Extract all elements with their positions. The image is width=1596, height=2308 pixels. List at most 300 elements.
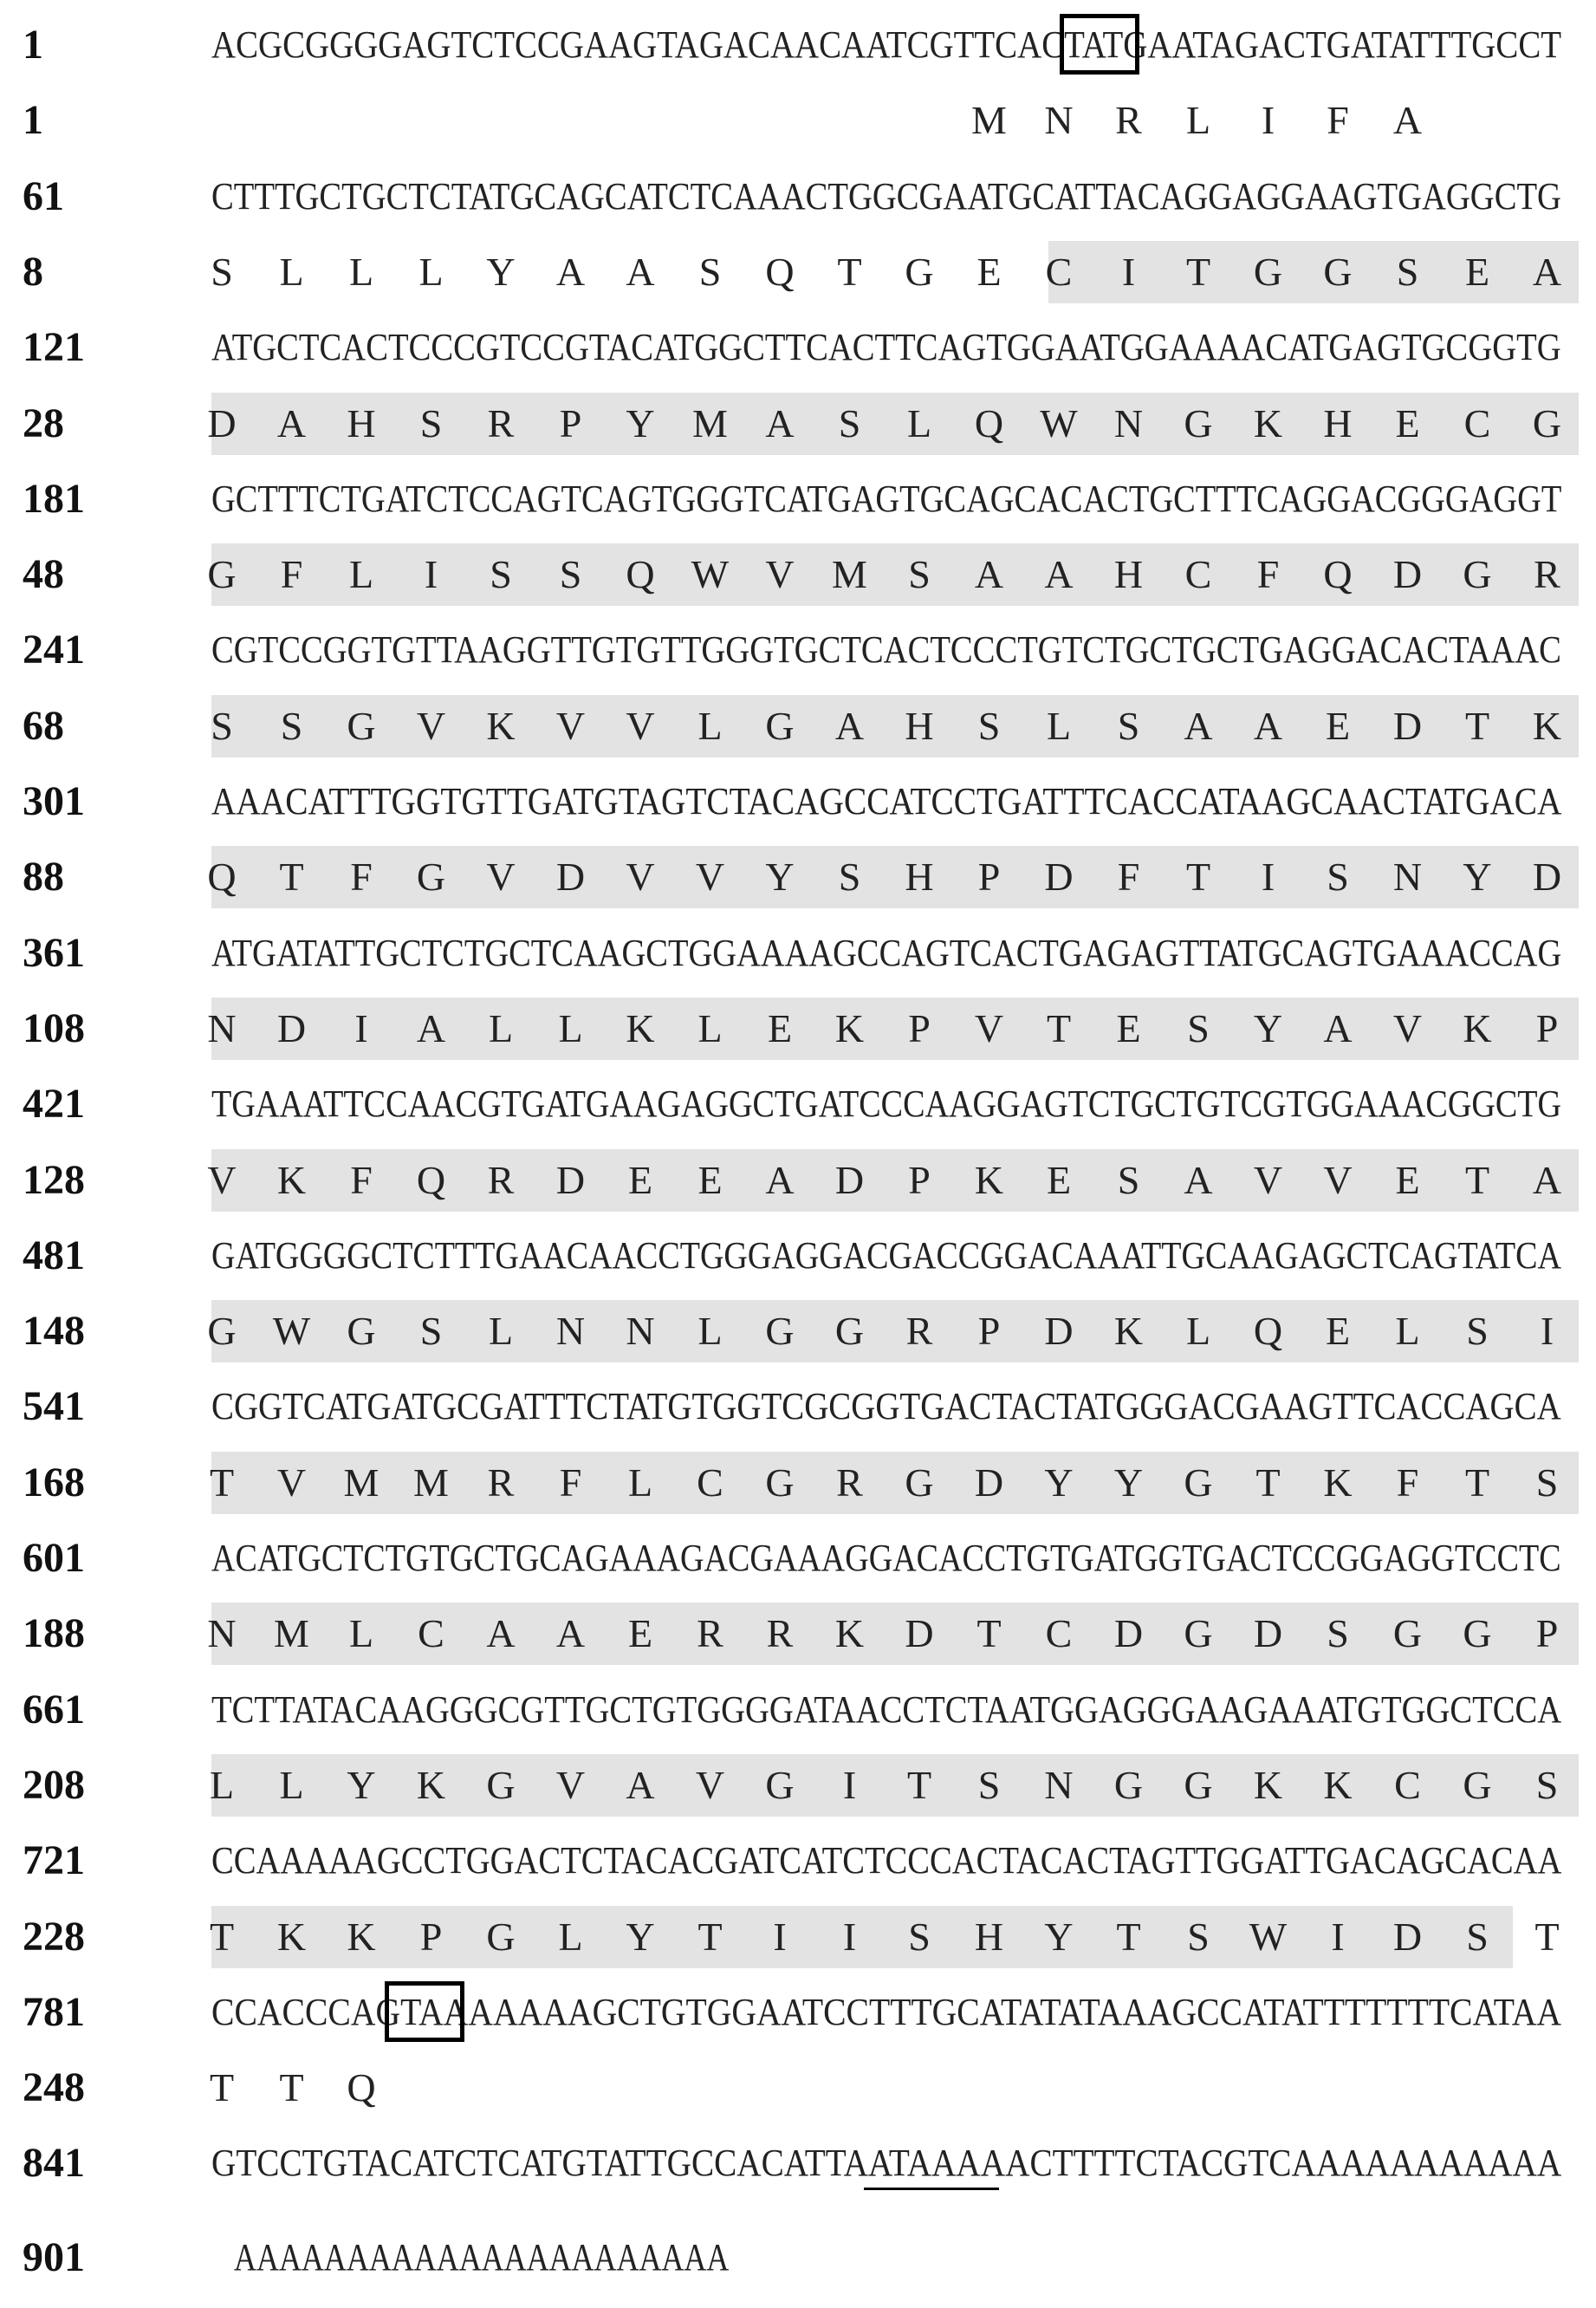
amino-acid-letter: E <box>1325 703 1351 748</box>
row-number: 241 <box>23 627 85 673</box>
row-number: 901 <box>23 2234 85 2280</box>
amino-acid-letter: K <box>1532 703 1562 748</box>
row-number: 1 <box>23 22 43 68</box>
amino-acid-row <box>0 1911 1596 1963</box>
amino-acid-letter: L <box>488 1309 514 1354</box>
amino-acid-letter: T <box>209 2065 235 2110</box>
amino-acid-letter: A <box>1392 98 1423 143</box>
amino-acid-letter: I <box>1540 1309 1554 1354</box>
row-number: 148 <box>23 1308 85 1355</box>
amino-acid-letter: L <box>627 1460 653 1505</box>
row-number: 421 <box>23 1081 85 1128</box>
amino-acid-letter: A <box>416 1005 446 1050</box>
amino-acid-letter: S <box>1327 855 1349 900</box>
amino-acid-letter: D <box>974 1460 1004 1505</box>
amino-acid-letter: H <box>905 703 934 748</box>
amino-acid-letter: V <box>555 703 586 748</box>
row-number: 48 <box>23 551 64 598</box>
amino-acid-row <box>0 2062 1596 2114</box>
amino-acid-letter: W <box>1040 400 1078 445</box>
amino-acid-letter: A <box>1184 1157 1213 1202</box>
nucleotide-row <box>0 19 1596 71</box>
amino-acid-letter: S <box>977 703 1001 748</box>
amino-acid-row <box>0 851 1596 903</box>
amino-acid-letter: G <box>1463 1611 1492 1656</box>
amino-acid-letter: Y <box>347 1762 376 1807</box>
amino-acid-letter: P <box>977 1309 1001 1354</box>
amino-acid-letter: E <box>767 1005 793 1050</box>
amino-acid-letter: P <box>1535 1611 1559 1656</box>
amino-acid-letter: D <box>1392 703 1423 748</box>
amino-acid-letter: A <box>626 1762 655 1807</box>
stop-codon-box <box>385 1981 464 2042</box>
amino-acid-letter: I <box>1261 98 1275 143</box>
amino-acid-row <box>0 94 1596 146</box>
amino-acid-letter: G <box>207 552 237 597</box>
amino-acid-letter: A <box>555 1611 586 1656</box>
amino-acid-letter: K <box>1323 1460 1353 1505</box>
amino-acid-letter: E <box>1395 1157 1420 1202</box>
amino-acid-letter: R <box>1534 552 1560 597</box>
amino-acid-letter: G <box>1253 249 1283 294</box>
amino-acid-letter: T <box>279 855 304 900</box>
amino-acid-letter: S <box>419 400 443 445</box>
amino-acid-letter: F <box>559 1460 582 1505</box>
amino-acid-letter: G <box>1392 1611 1423 1656</box>
amino-acid-letter: E <box>976 249 1002 294</box>
amino-acid-letter: G <box>905 1460 934 1505</box>
amino-acid-letter: V <box>555 1762 586 1807</box>
amino-acid-letter: S <box>1327 1611 1349 1656</box>
amino-acid-row <box>0 549 1596 601</box>
amino-acid-letter: T <box>209 1914 235 1959</box>
row-number: 208 <box>23 1761 85 1808</box>
amino-acid-letter: A <box>1323 1005 1353 1050</box>
amino-acid-letter: V <box>486 855 516 900</box>
row-number: 88 <box>23 854 64 900</box>
amino-acid-letter: M <box>832 552 867 597</box>
row-number: 481 <box>23 1232 85 1278</box>
nucleotide-sequence: ACATGCTCTGTGCTGCAGAAAGACGAAAGGACACCTGTGATGGTGACTCCGGAGGTCCTC <box>211 1537 1561 1579</box>
amino-acid-letter: I <box>1121 249 1136 294</box>
amino-acid-letter: I <box>842 1914 857 1959</box>
amino-acid-letter: T <box>1464 1157 1490 1202</box>
amino-acid-letter: S <box>490 552 512 597</box>
amino-acid-letter: L <box>348 249 374 294</box>
amino-acid-letter: G <box>834 1309 865 1354</box>
amino-acid-letter: V <box>626 703 655 748</box>
amino-acid-letter: L <box>1185 98 1211 143</box>
amino-acid-letter: G <box>347 703 376 748</box>
nucleotide-sequence: CTTTGCTGCTCTATGCAGCATCTCAAACTGGCGAATGCATTACAGGAGGAAGTGAGGCTG <box>211 174 1561 218</box>
amino-acid-letter: R <box>905 1309 933 1354</box>
amino-acid-letter: G <box>1184 1611 1213 1656</box>
amino-acid-letter: L <box>348 552 374 597</box>
amino-acid-letter: N <box>1392 855 1423 900</box>
domain-highlight <box>211 1300 1579 1362</box>
amino-acid-letter: V <box>765 552 795 597</box>
amino-acid-letter: D <box>276 1005 307 1050</box>
amino-acid-letter: V <box>276 1460 307 1505</box>
nucleotide-sequence: CCACCCAGTAAAAAAAGCTGTGGAATCCTTTGCATATATAAAGCCATATTTTTTTCATAA <box>211 1990 1562 2033</box>
amino-acid-letter: E <box>1464 249 1490 294</box>
amino-acid-row <box>0 1608 1596 1660</box>
amino-acid-letter: C <box>697 1460 723 1505</box>
amino-acid-letter: A <box>1044 552 1074 597</box>
nucleotide-row <box>0 2137 1596 2189</box>
amino-acid-letter: R <box>487 400 515 445</box>
amino-acid-letter: G <box>1113 1762 1144 1807</box>
amino-acid-letter: V <box>1253 1157 1283 1202</box>
amino-acid-letter: P <box>908 1005 931 1050</box>
nucleotide-row <box>0 322 1596 374</box>
amino-acid-letter: A <box>276 400 307 445</box>
amino-acid-letter: I <box>842 1762 857 1807</box>
row-number: 188 <box>23 1610 85 1657</box>
amino-acid-letter: C <box>418 1611 444 1656</box>
amino-acid-row <box>0 1759 1596 1811</box>
amino-acid-letter: C <box>1045 1611 1073 1656</box>
amino-acid-letter: S <box>908 552 931 597</box>
amino-acid-letter: F <box>1256 552 1280 597</box>
amino-acid-letter: P <box>419 1914 443 1959</box>
row-number: 1 <box>23 97 43 144</box>
amino-acid-letter: F <box>1396 1460 1419 1505</box>
amino-acid-letter: S <box>838 400 861 445</box>
amino-acid-letter: G <box>905 249 934 294</box>
amino-acid-letter: K <box>486 703 516 748</box>
amino-acid-letter: Y <box>626 1914 655 1959</box>
amino-acid-letter: E <box>627 1157 653 1202</box>
amino-acid-letter: K <box>1113 1309 1144 1354</box>
amino-acid-letter: T <box>1464 703 1490 748</box>
amino-acid-letter: K <box>347 1914 376 1959</box>
amino-acid-letter: G <box>486 1914 516 1959</box>
row-number: 721 <box>23 1837 85 1884</box>
amino-acid-letter: Y <box>1044 1460 1074 1505</box>
amino-acid-letter: D <box>555 855 586 900</box>
nucleotide-row <box>0 1230 1596 1282</box>
amino-acid-letter: G <box>1184 1762 1213 1807</box>
domain-highlight <box>211 1906 1513 1968</box>
amino-acid-letter: Y <box>1463 855 1492 900</box>
amino-acid-letter: R <box>697 1611 723 1656</box>
nucleotide-sequence: AAAAAAAAAAAAAAAAAAAAAA <box>234 2236 730 2279</box>
nucleotide-sequence: TGAAATTCCAACGTGATGAAGAGGCTGATCCCAAGGAGTCTGCTGTCGTGGAAACGGCTG <box>211 1082 1562 1126</box>
amino-acid-letter: M <box>413 1460 449 1505</box>
amino-acid-letter: N <box>1044 1762 1074 1807</box>
amino-acid-letter: S <box>211 249 233 294</box>
amino-acid-letter: F <box>1117 855 1140 900</box>
nucleotide-sequence: ACGCGGGGAGTCTCCGAAGTAGACAACAATCGTTCACTATGAATAGACTGATATTTGCCT <box>211 23 1562 66</box>
nucleotide-row <box>0 927 1596 979</box>
amino-acid-letter: H <box>974 1914 1004 1959</box>
amino-acid-letter: G <box>1184 400 1213 445</box>
amino-acid-letter: A <box>555 249 586 294</box>
row-number: 248 <box>23 2064 85 2111</box>
amino-acid-letter: E <box>1395 400 1420 445</box>
amino-acid-letter: K <box>1463 1005 1492 1050</box>
amino-acid-letter: L <box>558 1005 583 1050</box>
amino-acid-letter: T <box>1534 1914 1560 1959</box>
amino-acid-letter: G <box>486 1762 516 1807</box>
amino-acid-letter: S <box>698 249 722 294</box>
row-number: 121 <box>23 324 85 371</box>
amino-acid-letter: P <box>559 400 582 445</box>
amino-acid-letter: C <box>1394 1762 1421 1807</box>
amino-acid-letter: A <box>974 552 1004 597</box>
amino-acid-letter: R <box>1115 98 1142 143</box>
amino-acid-letter: D <box>1113 1611 1144 1656</box>
amino-acid-letter: V <box>1392 1005 1423 1050</box>
amino-acid-letter: S <box>211 703 233 748</box>
amino-acid-letter: K <box>416 1762 446 1807</box>
amino-acid-letter: C <box>1045 249 1073 294</box>
amino-acid-letter: D <box>1044 855 1074 900</box>
amino-acid-letter: K <box>974 1157 1004 1202</box>
amino-acid-letter: T <box>976 1611 1002 1656</box>
amino-acid-letter: Q <box>347 2065 376 2110</box>
amino-acid-letter: A <box>1253 703 1283 748</box>
row-number: 781 <box>23 1988 85 2035</box>
amino-acid-letter: H <box>1323 400 1353 445</box>
amino-acid-letter: H <box>347 400 376 445</box>
nucleotide-row <box>0 776 1596 828</box>
amino-acid-letter: N <box>207 1611 237 1656</box>
nucleotide-row <box>0 1835 1596 1887</box>
amino-acid-letter: V <box>207 1157 237 1202</box>
amino-acid-letter: P <box>977 855 1001 900</box>
amino-acid-letter: E <box>1116 1005 1141 1050</box>
amino-acid-letter: S <box>559 552 582 597</box>
amino-acid-letter: L <box>279 1762 304 1807</box>
amino-acid-letter: P <box>908 1157 931 1202</box>
row-number: 361 <box>23 929 85 976</box>
amino-acid-letter: V <box>1323 1157 1353 1202</box>
amino-acid-row <box>0 700 1596 752</box>
amino-acid-letter: L <box>558 1914 583 1959</box>
amino-acid-letter: V <box>626 855 655 900</box>
amino-acid-letter: G <box>1463 552 1492 597</box>
amino-acid-letter: V <box>416 703 446 748</box>
amino-acid-letter: G <box>1532 400 1562 445</box>
amino-acid-letter: G <box>347 1309 376 1354</box>
row-number: 301 <box>23 778 85 824</box>
amino-acid-letter: E <box>627 1611 653 1656</box>
amino-acid-row <box>0 1003 1596 1055</box>
amino-acid-letter: Q <box>416 1157 446 1202</box>
amino-acid-letter: E <box>1046 1157 1072 1202</box>
row-number: 181 <box>23 475 85 522</box>
amino-acid-letter: A <box>834 703 865 748</box>
amino-acid-letter: Q <box>1253 1309 1283 1354</box>
amino-acid-letter: G <box>765 1460 795 1505</box>
amino-acid-letter: F <box>350 855 373 900</box>
row-number: 541 <box>23 1383 85 1430</box>
amino-acid-letter: E <box>1325 1309 1351 1354</box>
amino-acid-letter: P <box>1535 1005 1559 1050</box>
amino-acid-letter: A <box>626 249 655 294</box>
amino-acid-letter: K <box>834 1005 865 1050</box>
amino-acid-letter: T <box>279 2065 304 2110</box>
amino-acid-letter: S <box>1466 1914 1489 1959</box>
amino-acid-letter: T <box>1116 1914 1141 1959</box>
amino-acid-letter: I <box>424 552 438 597</box>
amino-acid-letter: T <box>1046 1005 1072 1050</box>
nucleotide-sequence: TCTTATACAAGGGCGTTGCTGTGGGGATAACCTCTAATGGAGGGAAGAAATGTGGCTCCA <box>211 1687 1562 1731</box>
amino-acid-letter: K <box>834 1611 865 1656</box>
amino-acid-letter: G <box>765 1762 795 1807</box>
amino-acid-letter: Q <box>1323 552 1353 597</box>
polya-signal-underline <box>864 2188 999 2190</box>
amino-acid-letter: S <box>1187 1005 1210 1050</box>
amino-acid-letter: K <box>276 1914 307 1959</box>
amino-acid-row <box>0 1305 1596 1357</box>
amino-acid-letter: S <box>838 855 861 900</box>
amino-acid-letter: F <box>1327 98 1349 143</box>
amino-acid-letter: S <box>908 1914 931 1959</box>
amino-acid-letter: L <box>209 1762 235 1807</box>
amino-acid-letter: Y <box>1253 1005 1283 1050</box>
amino-acid-row <box>0 1154 1596 1206</box>
amino-acid-letter: G <box>207 1309 237 1354</box>
amino-acid-letter: L <box>348 1611 374 1656</box>
amino-acid-letter: V <box>974 1005 1004 1050</box>
amino-acid-letter: W <box>1249 1914 1288 1959</box>
amino-acid-letter: I <box>354 1005 368 1050</box>
amino-acid-letter: S <box>280 703 303 748</box>
amino-acid-letter: T <box>837 249 862 294</box>
start-codon-box <box>1060 14 1139 75</box>
nucleotide-row <box>0 1532 1596 1584</box>
amino-acid-letter: G <box>765 1309 795 1354</box>
nucleotide-row <box>0 1684 1596 1736</box>
amino-acid-letter: S <box>1187 1914 1210 1959</box>
amino-acid-letter: S <box>977 1762 1001 1807</box>
amino-acid-letter: K <box>1323 1762 1353 1807</box>
amino-acid-letter: C <box>1184 552 1212 597</box>
amino-acid-letter: D <box>905 1611 934 1656</box>
amino-acid-letter: A <box>765 1157 795 1202</box>
amino-acid-letter: R <box>487 1460 515 1505</box>
nucleotide-row <box>0 1986 1596 2038</box>
amino-acid-letter: I <box>773 1914 787 1959</box>
nucleotide-sequence: ATGCTCACTCCCGTCCGTACATGGCTTCACTTCAGTGGAATGGAAAACATGAGTGCGGTG <box>211 326 1561 369</box>
amino-acid-letter: D <box>834 1157 865 1202</box>
amino-acid-letter: V <box>695 1762 725 1807</box>
amino-acid-letter: T <box>1464 1460 1490 1505</box>
amino-acid-letter: D <box>1253 1611 1283 1656</box>
amino-acid-letter: M <box>692 400 728 445</box>
amino-acid-letter: Q <box>974 400 1004 445</box>
amino-acid-letter: D <box>1044 1309 1074 1354</box>
nucleotide-row <box>0 624 1596 676</box>
row-number: 61 <box>23 172 64 219</box>
nucleotide-sequence: CGTCCGGTGTTAAGGTTGTGTTGGGTGCTCACTCCCTGTCTGCTGCTGAGGACACTAAAC <box>211 628 1561 672</box>
nucleotide-sequence: CCAAAAAGCCTGGACTCTACACGATCATCTCCCACTACACTAGTTGGATTGACAGCACAA <box>211 1839 1562 1882</box>
amino-acid-letter: M <box>971 98 1007 143</box>
row-number: 128 <box>23 1156 85 1203</box>
amino-acid-letter: C <box>1463 400 1491 445</box>
amino-acid-letter: T <box>697 1914 723 1959</box>
amino-acid-letter: I <box>1261 855 1275 900</box>
amino-acid-letter: Y <box>765 855 795 900</box>
amino-acid-letter: T <box>209 1460 235 1505</box>
amino-acid-letter: T <box>906 1762 932 1807</box>
nucleotide-sequence: AAACATTTGGTGTTGATGTAGTCTACAGCCATCCTGATTTCACCATAAGCAACTATGACA <box>211 780 1562 822</box>
amino-acid-letter: S <box>1117 703 1140 748</box>
amino-acid-letter: M <box>343 1460 380 1505</box>
row-number: 228 <box>23 1913 85 1960</box>
amino-acid-letter: S <box>1535 1460 1559 1505</box>
amino-acid-letter: D <box>1392 1914 1423 1959</box>
row-number: 841 <box>23 2140 85 2187</box>
amino-acid-letter: H <box>905 855 934 900</box>
amino-acid-letter: G <box>416 855 446 900</box>
amino-acid-letter: L <box>1046 703 1072 748</box>
row-number: 68 <box>23 702 64 749</box>
amino-acid-letter: L <box>488 1005 514 1050</box>
nucleotide-row <box>0 1381 1596 1433</box>
amino-acid-letter: A <box>1532 1157 1562 1202</box>
amino-acid-letter: M <box>274 1611 309 1656</box>
row-number: 168 <box>23 1459 85 1505</box>
amino-acid-letter: Y <box>486 249 516 294</box>
amino-acid-letter: R <box>766 1611 794 1656</box>
amino-acid-row <box>0 246 1596 298</box>
amino-acid-letter: T <box>1185 249 1211 294</box>
amino-acid-letter: A <box>1184 703 1213 748</box>
amino-acid-letter: L <box>1185 1309 1211 1354</box>
amino-acid-letter: D <box>1392 552 1423 597</box>
amino-acid-letter: D <box>1532 855 1562 900</box>
domain-highlight <box>211 1603 1579 1665</box>
amino-acid-letter: K <box>276 1157 307 1202</box>
amino-acid-letter: S <box>1466 1309 1489 1354</box>
nucleotide-row <box>0 171 1596 223</box>
amino-acid-row <box>0 1457 1596 1509</box>
amino-acid-letter: Y <box>1113 1460 1144 1505</box>
nucleotide-sequence: GATGGGGCTCTTTGAACAACCTGGGAGGACGACCGGACAAATTGCAAGAGCTCAGTATCA <box>211 1233 1561 1277</box>
amino-acid-letter: W <box>691 552 730 597</box>
amino-acid-letter: S <box>1117 1157 1140 1202</box>
amino-acid-letter: T <box>1255 1460 1281 1505</box>
amino-acid-letter: L <box>697 1005 723 1050</box>
amino-acid-letter: Q <box>765 249 795 294</box>
amino-acid-letter: R <box>836 1460 863 1505</box>
nucleotide-sequence: GCTTTCTGATCTCCAGTCAGTGGGTCATGAGTGCAGCACACTGCTTTCAGGACGGGAGGT <box>211 477 1562 520</box>
amino-acid-letter: G <box>1463 1762 1492 1807</box>
amino-acid-letter: A <box>1532 249 1562 294</box>
amino-acid-letter: G <box>765 703 795 748</box>
row-number: 8 <box>23 248 43 295</box>
amino-acid-letter: F <box>280 552 303 597</box>
row-number: 661 <box>23 1686 85 1733</box>
amino-acid-letter: G <box>1184 1460 1213 1505</box>
amino-acid-letter: V <box>695 855 725 900</box>
amino-acid-letter: T <box>1185 855 1211 900</box>
amino-acid-letter: N <box>1113 400 1144 445</box>
amino-acid-letter: A <box>486 1611 516 1656</box>
amino-acid-letter: D <box>207 400 237 445</box>
amino-acid-letter: A <box>765 400 795 445</box>
amino-acid-letter: Y <box>1044 1914 1074 1959</box>
nucleotide-row <box>0 473 1596 525</box>
row-number: 108 <box>23 1004 85 1051</box>
amino-acid-letter: G <box>1323 249 1353 294</box>
amino-acid-letter: R <box>487 1157 515 1202</box>
amino-acid-letter: N <box>207 1005 237 1050</box>
